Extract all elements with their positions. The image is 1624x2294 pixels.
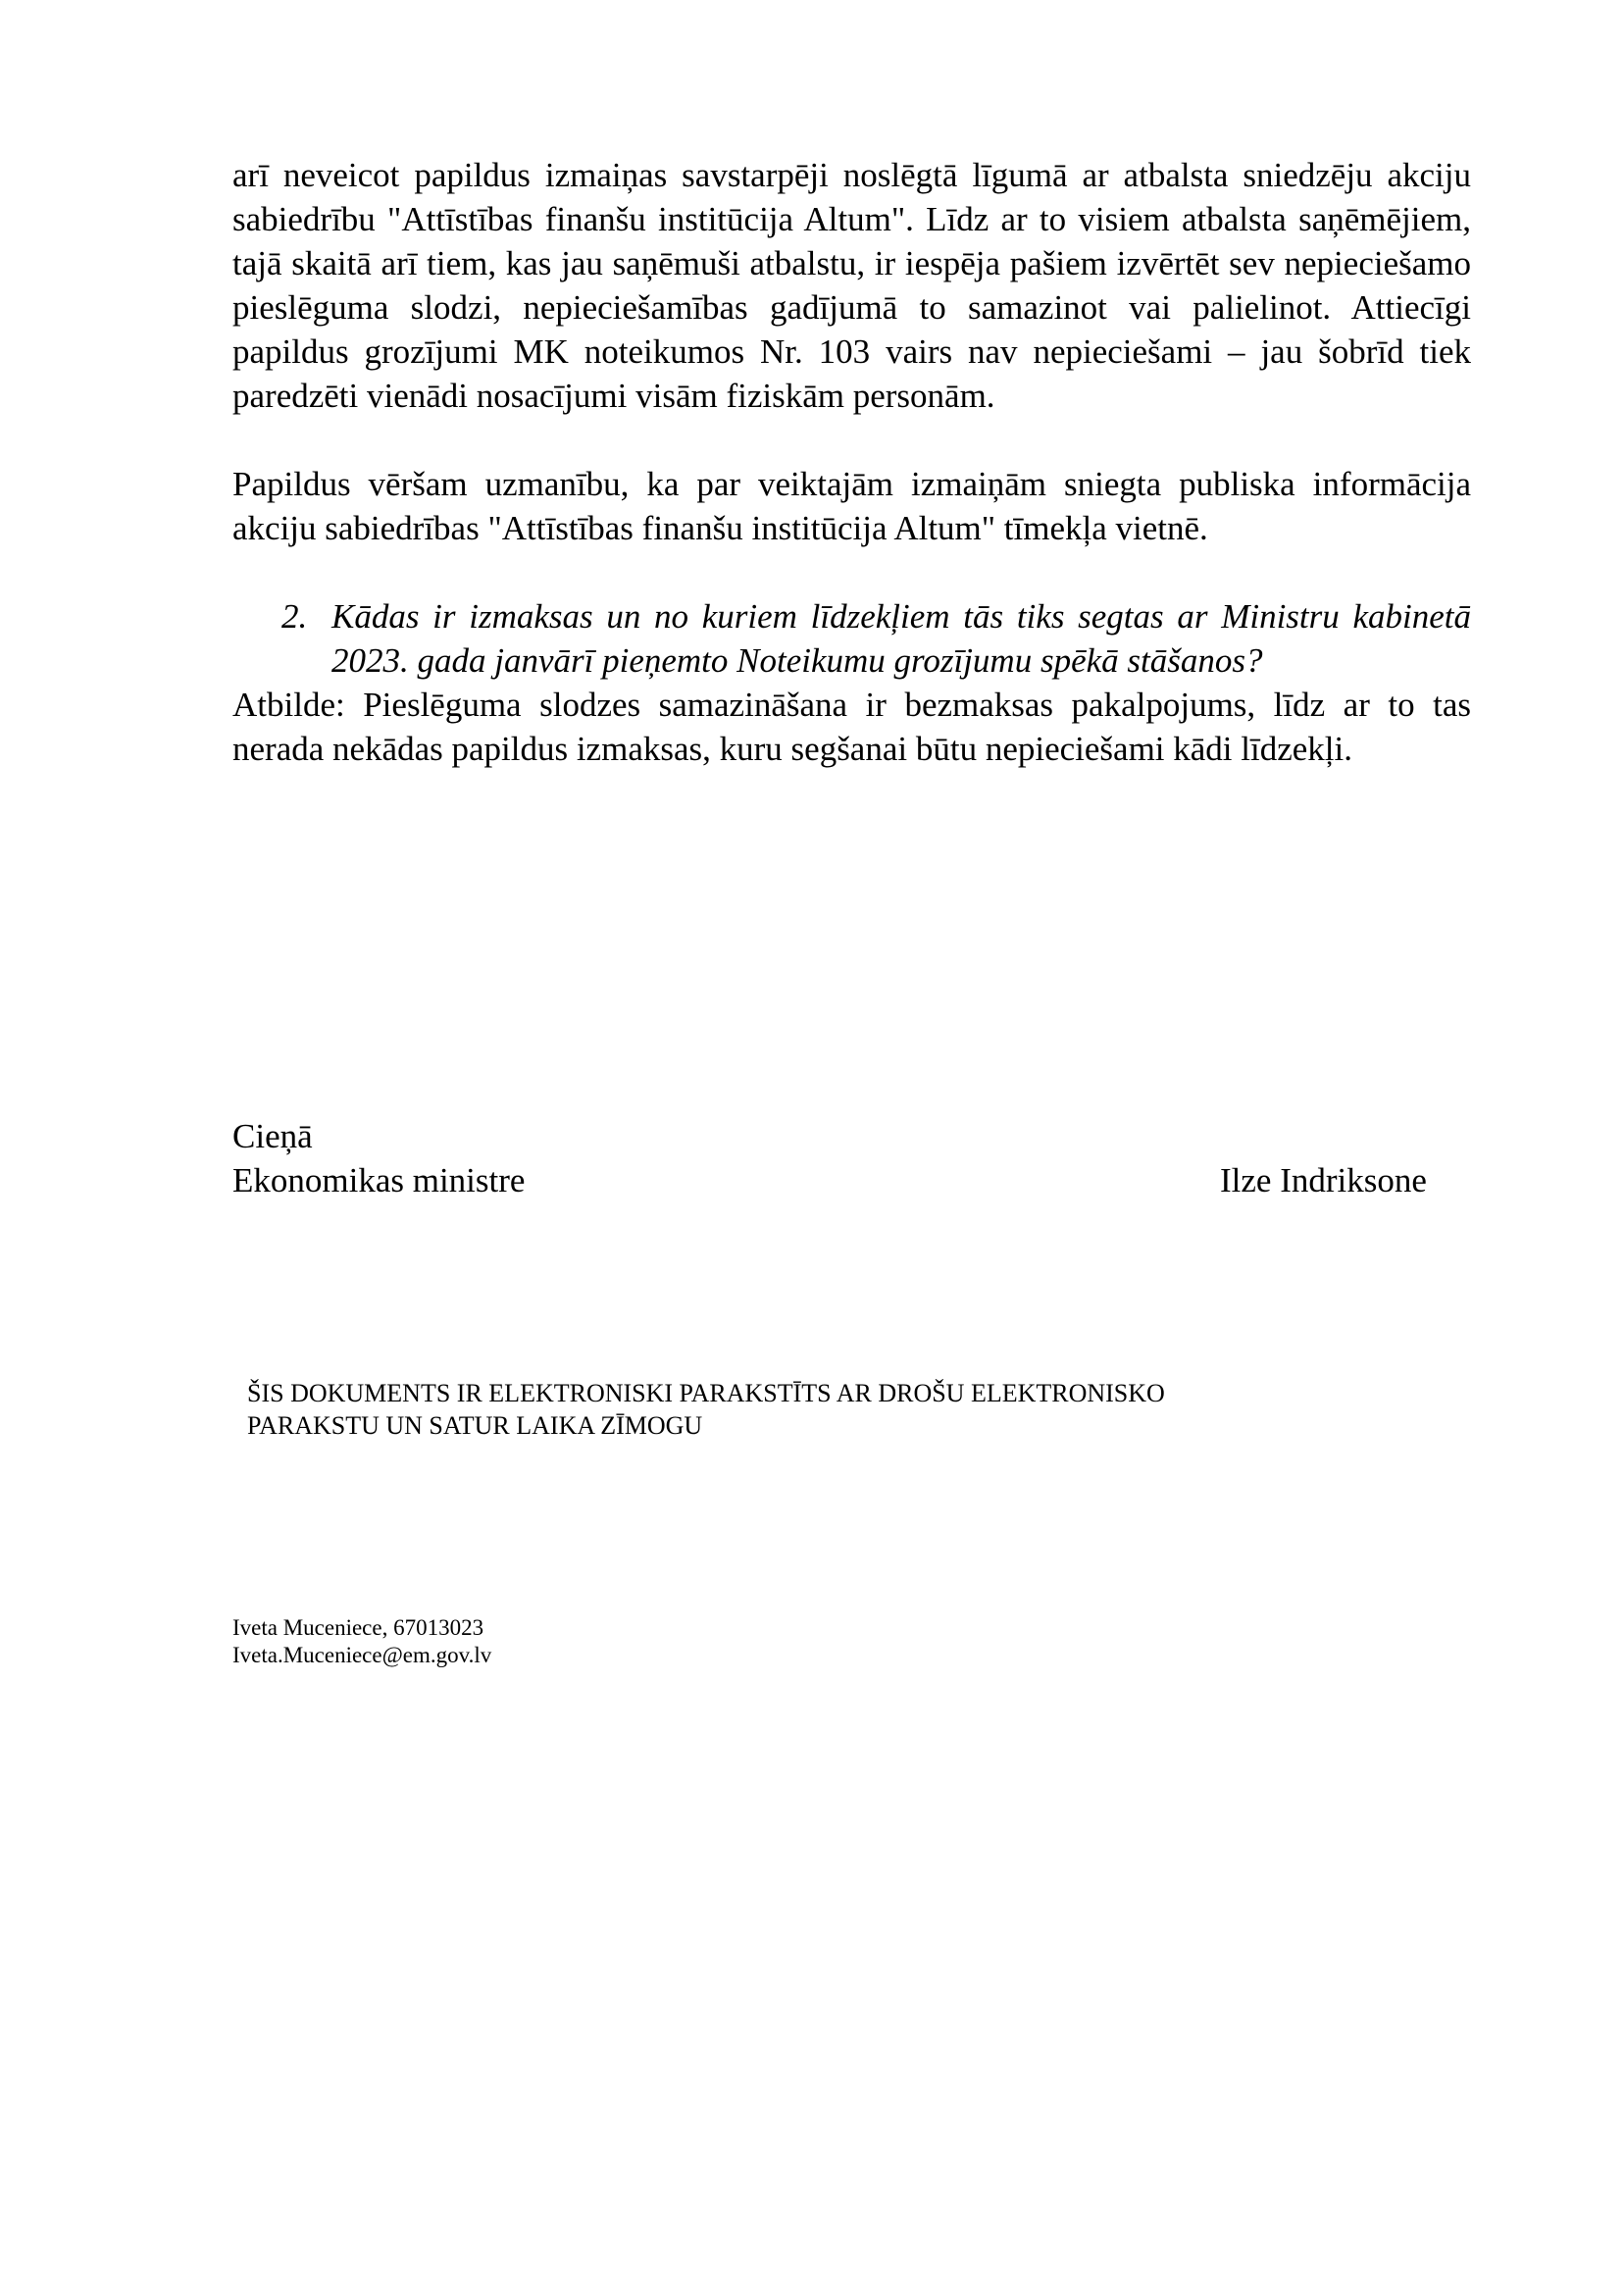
answer-text: Atbilde: Pieslēguma slodzes samazināšana ir bezmaksas pakalpojums, līdz ar to tas nerada nekādas papildus izmaksas, kuru segšanai būtu nepieciešami kādi līdzekļi.	[232, 686, 1471, 768]
contact-email: Iveta.Muceniece@em.gov.lv	[232, 1643, 492, 1667]
esign-notice	[247, 1377, 1326, 1442]
esign-notice-line-1: ŠIS DOKUMENTS IR ELEKTRONISKI PARAKSTĪTS AR DROŠU ELEKTRONISKO	[247, 1379, 1165, 1407]
contact-block	[232, 1614, 491, 1669]
paragraph-continuation: arī neveicot papildus izmaiņas savstarpēji noslēgtā līgumā ar atbalsta sniedzēju akciju sabiedrību "Attīstības finanšu institūcija Altum". Līdz ar to visiem atbalsta saņēmējiem, tajā skaitā arī tiem, kas jau saņēmuši atbalstu, ir iespēja pašiem izvērtēt sev nepieciešamo pieslēguma slodzi, nepieciešamības gadījumā to samazinot vai palielinot. Attiecīgi papildus grozījumi MK noteikumos Nr. 103 vairs nav nepieciešami – jau šobrīd tiek paredzēti vienādi nosacījumi visām fiziskām personām.	[232, 156, 1471, 415]
paragraph-altum-info: Papildus vēršam uzmanību, ka par veiktajām izmaiņām sniegta publiska informācija akciju sabiedrības "Attīstības finanšu institūcija Altum" tīmekļa vietnē.	[232, 465, 1471, 547]
signer-role: Ekonomikas ministre	[232, 1161, 526, 1199]
question-number: 2.	[281, 597, 308, 636]
contact-name-phone: Iveta Muceniece, 67013023	[232, 1615, 484, 1640]
esign-notice-line-2: PARAKSTU UN SATUR LAIKA ZĪMOGU	[247, 1411, 703, 1440]
closing-greeting: Cieņā	[232, 1117, 313, 1155]
signer-name: Ilze Indriksone	[1220, 1161, 1427, 1199]
question-2	[281, 594, 1471, 683]
question-text: Kādas ir izmaksas un no kuriem līdzekļiem tās tiks segtas ar Ministru kabinetā 2023. gada janvārī pieņemto Noteikumu grozījumu spēkā stāšanos?	[331, 597, 1471, 680]
